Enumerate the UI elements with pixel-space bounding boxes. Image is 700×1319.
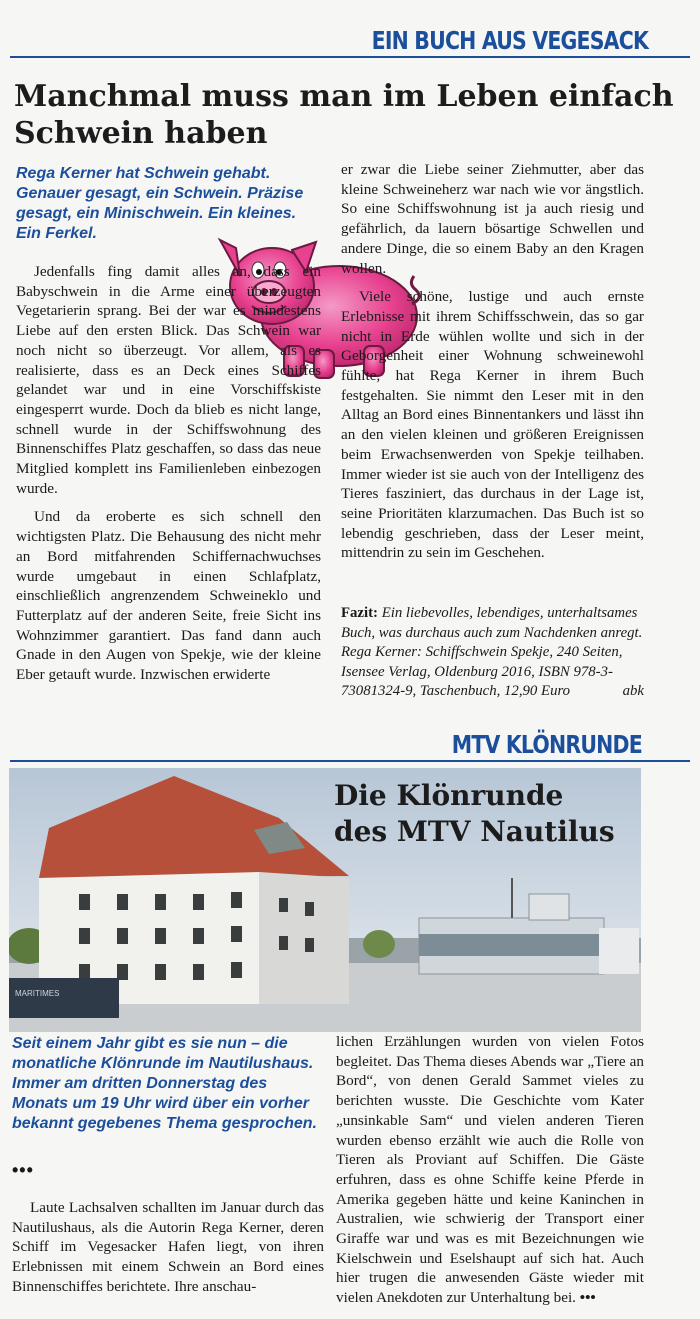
fazit-label: Fazit:	[341, 605, 378, 621]
ellipsis-mark: •••	[12, 1160, 34, 1180]
paragraph-text: lichen Erzählungen wurden von vielen Fotos begleitet. Das Thema dieses Abends war „Tiere an Bord“, von denen Gerald Sammet vieles zu berichten wusste. Die Geschichte vom Kater „unsinkable Sam“ und vielen anderen Tieren wurden ebenso erzählt wie auch die Rolle von Tieren als Proviant auf Schiffen. Die Gäste erfuhren, dass es ohne Schiffe keine Pferde in Amerika gegeben hätte und keine Kaninchen in Australien, wie schwierig der Transport einer Giraffe war und was es mit Bezeichnungen wie Kielschwein und Eselshaupt auf sich hat. Auch hier trugen die anwesenden Gäste wieder mit vielen Anekdoten zur Unterhaltung bei.	[336, 1033, 644, 1307]
paragraph	[336, 1032, 644, 1308]
author-signature: abk	[622, 683, 644, 699]
section-rule	[10, 56, 690, 58]
paragraph: Viele schöne, lustige und auch ernste Erlebnisse mit ihrem Schiffsschwein, das so gar nicht in Erde wühlen wollte und sich in der Geborgenheit einer Wohnung schweinewohl fühlte, hat Rega Kerner in ihrem Buch festgehalten. Sie nimmt den Leser mit in den Alltag an Bord eines Binnentankers und lässt ihn an den vielen kleinen und größeren Ereignissen beim Erwachsenwerden von Spekje teilhaben. Immer wieder ist sie auch von der Intelligenz des Tieres fasziniert, das durchaus in der Lage ist, seine Prioritäten klarzumachen. Das Buch ist so lebendig geschrieben, dass der Leser meint, mittendrin zu sein im Geschehen.	[341, 288, 644, 562]
article-lead: Rega Kerner hat Schwein gehabt. Genauer gesagt, ein Schwein. Präzise gesagt, ein Minischwein. Ein kleines. Ein Ferkel.	[16, 165, 304, 242]
article-column-2	[341, 160, 644, 563]
photo-sign-text: MARITIMES	[15, 989, 60, 998]
article-column-1	[16, 262, 321, 685]
article-lead: Seit einem Jahr gibt es sie nun – die monatliche Klönrunde im Nautilushaus. Immer am dritten Donnerstag des Monats um 19 Uhr wird über ein vorher bekannt gegebenes Thema gesprochen.	[12, 1035, 317, 1132]
headline-line-1: Die Klönrunde	[334, 779, 564, 812]
fazit-text: Ein liebevolles, lebendiges, unterhaltsames Buch, was durchaus auch zum Nachdenken anregt. Rega Kerner: Schiffschwein Spekje, 240 Seiten, Isensee Verlag, Oldenburg 2016, ISBN 978-3-73081324-9, Taschenbuch, 12,90 Euro	[341, 605, 643, 699]
article-column-2	[336, 1032, 644, 1308]
paragraph: er zwar die Liebe seiner Ziehmutter, aber das kleine Schweineherz war nach wie vor ängstlich. So eine Schiffswohnung ist ja auch riesig und gefährlich, da lauern bösartige Schwellen und andere Dinge, die so einem Baby an den Kragen wollen.	[341, 161, 644, 277]
paragraph: Und da eroberte es sich schnell den wichtigsten Platz. Die Behausung des nicht mehr an Bord mitfahrenden Schiffernachwuchses wurde umgebaut in einen Schlafplatz, einschließlich angrenzendem Schweineklo und Futterplatz auf der anderen Seite, freie Sicht ins Wohnzimmer garantiert. Das fand dann auch Gnade in den Augen von Spekje, wie der kleine Eber getauft wurde. Inzwischen erwiderte	[16, 508, 321, 684]
end-mark: •••	[579, 1289, 596, 1307]
section-header-book	[0, 26, 700, 60]
article-headline: Manchmal muss man im Leben einfach Schwein haben	[14, 79, 674, 151]
paragraph: Jedenfalls fing damit alles an, dass ein Babyschwein in die Arme einer überzeugten Vegetarierin sprang. Bei der war es mindestens Liebe auf den ersten Blick. Das Schwein war noch nicht so überzeugt. Vor allem, als es realisierte, dass es an Deck eines Schiffes gelandet war und in eine Vorschiffskiste eingesperrt wurde. Doch da blieb es nicht lange, schnell wurde in der Schiffswohnung des Binnenschiffes Platz geschaffen, so dass das neue Mitglied komplett ins Familienleben einbezogen wurde.	[16, 263, 321, 497]
book-review-summary	[341, 604, 644, 702]
article-headline	[334, 778, 615, 850]
paragraph: Laute Lachsalven schallten im Januar durch das Nautilushaus, als die Autorin Rega Kerner, deren Schiff im Vegesacker Hafen liegt, von ihren Erlebnissen mit einem Schwein an Bord eines Binnenschiffes berichtete. Ihre anschau-	[12, 1199, 324, 1295]
article-column-1	[12, 1198, 324, 1297]
section-rule	[10, 760, 690, 762]
headline-line-2: des MTV Nautilus	[334, 815, 615, 848]
section-title: MTV KLÖNRUNDE	[451, 730, 642, 759]
section-title: EIN BUCH AUS VEGESACK	[371, 26, 648, 55]
section-header-club	[0, 730, 700, 764]
